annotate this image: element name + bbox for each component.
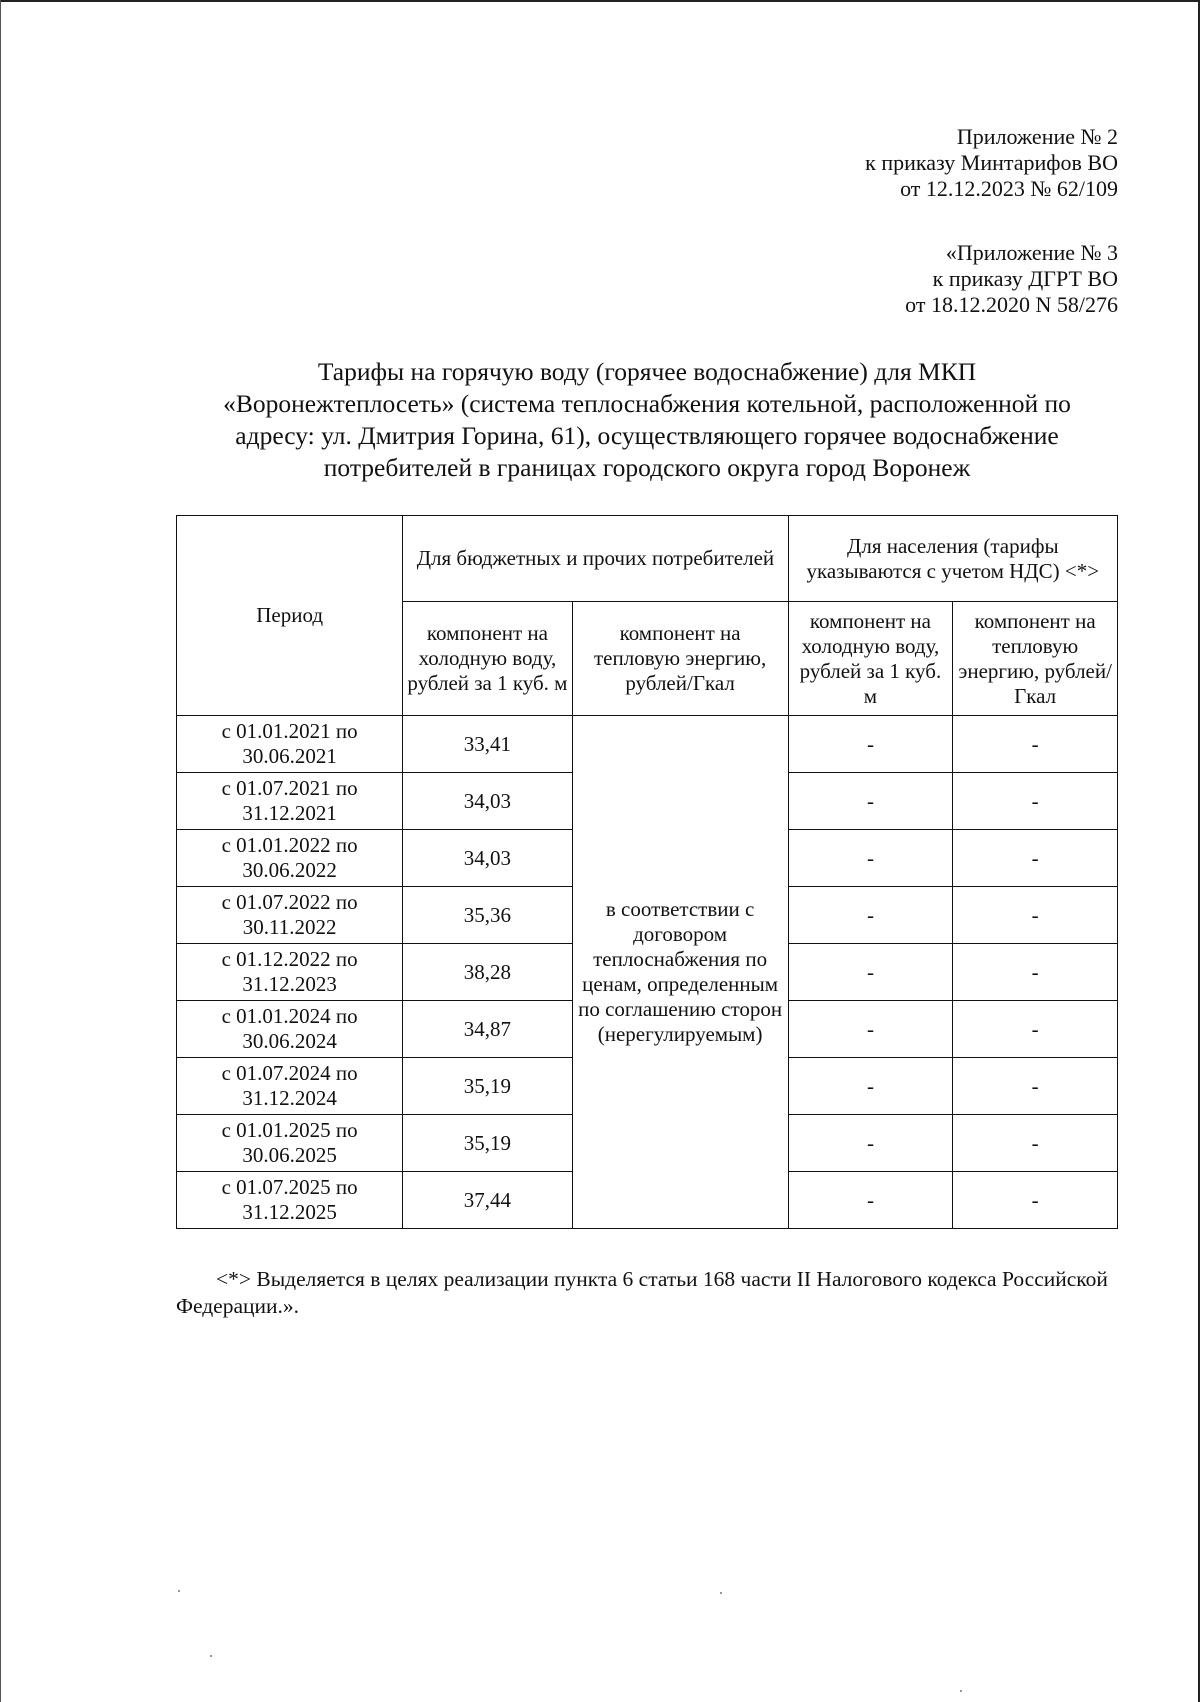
- period-end: 30.06.2021: [242, 744, 337, 768]
- pop-cold-value: -: [788, 1058, 953, 1115]
- table-row: [177, 716, 1118, 773]
- cold-value: 34,03: [403, 773, 572, 830]
- pop-cold-value: -: [788, 944, 953, 1001]
- period-cell: [177, 716, 403, 773]
- pop-cold-value: -: [788, 716, 953, 773]
- pop-heat-value: -: [953, 830, 1118, 887]
- pop-heat-value: -: [953, 773, 1118, 830]
- pop-heat-value: -: [953, 1115, 1118, 1172]
- period-start: с 01.01.2021 по: [221, 719, 358, 743]
- scan-edge-left: [0, 0, 1, 1702]
- title-line4: потребителей в границах городского округа город Воронеж: [323, 453, 971, 482]
- cold-value: 38,28: [403, 944, 572, 1001]
- cold-value: 35,36: [403, 887, 572, 944]
- document-title: [170, 356, 1124, 484]
- period-end: 31.12.2025: [242, 1200, 337, 1224]
- header-pop-cold-component: компонент на холодную воду, рублей за 1 куб. м: [788, 602, 953, 716]
- period-start: с 01.01.2025 по: [221, 1118, 358, 1142]
- pop-cold-value: -: [788, 1001, 953, 1058]
- period-end: 30.06.2025: [242, 1143, 337, 1167]
- scan-speck: [720, 1592, 722, 1594]
- pop-heat-value: -: [953, 1058, 1118, 1115]
- cold-value: 34,87: [403, 1001, 572, 1058]
- tariff-table-body: [177, 516, 1118, 1229]
- header-budget-group: Для бюджетных и прочих потребителей: [403, 516, 788, 602]
- header-pop-heat-component: компонент на тепловую энергию, рублей/Гкал: [953, 602, 1118, 716]
- period-cell: [177, 887, 403, 944]
- scan-speck: [210, 1655, 212, 1657]
- pop-cold-value: -: [788, 1115, 953, 1172]
- pop-cold-value: -: [788, 773, 953, 830]
- footnote: <*> Выделяется в целях реализации пункта 6 статьи 168 части II Налогового кодекса Российской Федерации.».: [176, 1267, 1108, 1318]
- title-line3: адресу: ул. Дмитрия Горина, 61), осуществляющего горячее водоснабжение: [235, 421, 1059, 450]
- period-cell: [177, 1115, 403, 1172]
- period-cell: [177, 1058, 403, 1115]
- approval-current-line1: Приложение № 2: [956, 124, 1118, 149]
- scan-speck: [178, 1590, 180, 1592]
- period-cell: [177, 1001, 403, 1058]
- approval-previous-line1: «Приложение № 3: [945, 240, 1118, 265]
- period-end: 31.12.2024: [242, 1086, 337, 1110]
- approval-current: [865, 124, 1118, 202]
- approval-current-line3: от 12.12.2023 № 62/109: [900, 176, 1118, 201]
- title-line2: «Воронежтеплосеть» (система теплоснабжения котельной, расположенной по: [223, 389, 1071, 418]
- period-start: с 01.07.2025 по: [221, 1175, 358, 1199]
- scan-edge-top: [0, 0, 1200, 2]
- period-start: с 01.01.2024 по: [221, 1004, 358, 1028]
- pop-cold-value: -: [788, 1172, 953, 1229]
- pop-heat-value: -: [953, 944, 1118, 1001]
- period-cell: [177, 944, 403, 1001]
- period-end: 31.12.2023: [242, 972, 337, 996]
- pop-heat-value: -: [953, 1172, 1118, 1229]
- period-start: с 01.07.2024 по: [221, 1061, 358, 1085]
- pop-heat-value: -: [953, 1001, 1118, 1058]
- header-period: Период: [177, 516, 403, 716]
- pop-cold-value: -: [788, 887, 953, 944]
- pop-cold-value: -: [788, 830, 953, 887]
- cold-value: 35,19: [403, 1058, 572, 1115]
- header-population-group: Для населения (тарифы указываются с учетом НДС) <*>: [788, 516, 1117, 602]
- period-cell: [177, 773, 403, 830]
- header-heat-component: компонент на тепловую энергию, рублей/Гкал: [572, 602, 788, 716]
- scan-speck: [960, 1690, 962, 1692]
- period-end: 30.06.2022: [242, 858, 337, 882]
- period-cell: [177, 830, 403, 887]
- cold-value: 33,41: [403, 716, 572, 773]
- cold-value: 37,44: [403, 1172, 572, 1229]
- period-start: с 01.07.2022 по: [221, 890, 358, 914]
- header-cold-component: компонент на холодную воду, рублей за 1 куб. м: [403, 602, 572, 716]
- period-end: 31.12.2021: [242, 801, 337, 825]
- pop-heat-value: -: [953, 716, 1118, 773]
- tariff-table: [176, 515, 1118, 1229]
- period-start: с 01.07.2021 по: [221, 776, 358, 800]
- approval-previous: [905, 240, 1118, 318]
- approval-previous-line2: к приказу ДГРТ ВО: [932, 266, 1118, 291]
- period-cell: [177, 1172, 403, 1229]
- title-line1: Тарифы на горячую воду (горячее водоснабжение) для МКП: [317, 357, 977, 386]
- cold-value: 35,19: [403, 1115, 572, 1172]
- pop-heat-value: -: [953, 887, 1118, 944]
- approval-current-line2: к приказу Минтарифов ВО: [865, 150, 1118, 175]
- period-start: с 01.12.2022 по: [221, 947, 358, 971]
- period-start: с 01.01.2022 по: [221, 833, 358, 857]
- period-end: 30.11.2022: [242, 915, 337, 939]
- approval-previous-line3: от 18.12.2020 N 58/276: [905, 292, 1118, 317]
- table-header-row-group: [177, 516, 1118, 602]
- heat-component-note: в соответствии с договором теплоснабжения по ценам, определенным по соглашению сторон (нерегулируемым): [572, 716, 788, 1229]
- period-end: 30.06.2024: [242, 1029, 337, 1053]
- cold-value: 34,03: [403, 830, 572, 887]
